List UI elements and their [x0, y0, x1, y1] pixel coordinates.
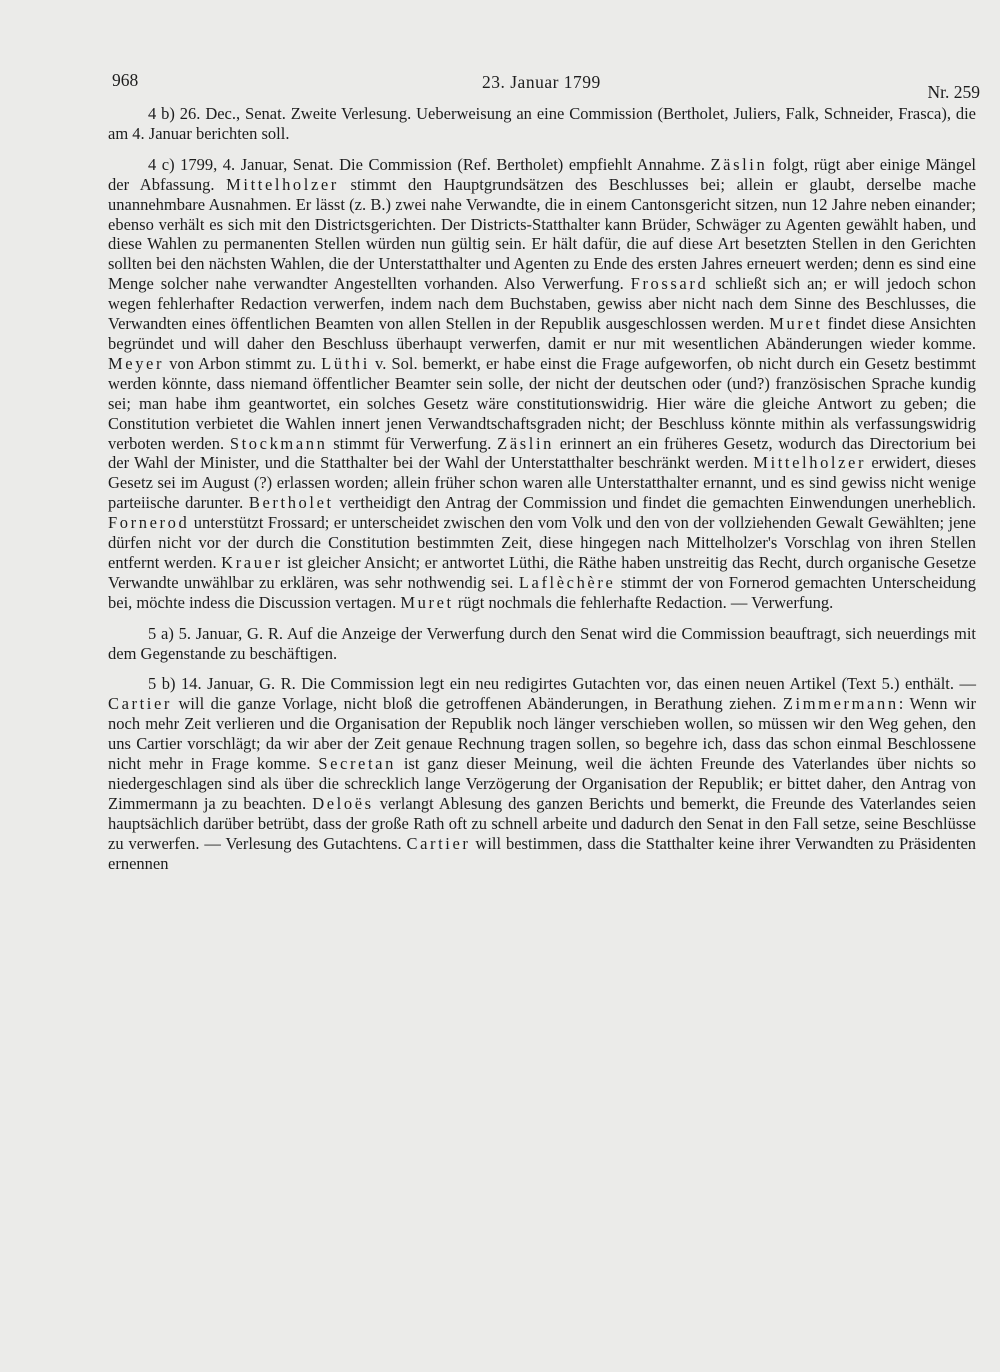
text-run: ist gleicher Ansicht; er antwortet Lüthi, die Räthe haben unstreitig das Recht, durch organische Gesetze Verwandte unwählbar zu erklären, was sehr nothwendig sei. [108, 552, 977, 592]
speaker-name: Fornerod [108, 513, 190, 533]
paragraph-5a [108, 624, 976, 664]
speaker-name: Deloës [312, 793, 374, 813]
speaker-name: Zimmermann [782, 694, 899, 714]
text-run: stimmt für Verwerfung. [333, 433, 492, 453]
text-run: will bestimmen, dass die Statthalter keine ihrer Verwandten zu Präsidenten ernennen [108, 833, 977, 873]
text-run: unterstützt Frossard; er unterscheidet zwischen den vom Volk und den von der vollziehenden Gewalt Gewählten; jene dürfen nicht vor der durch die Constitution bestimmten Zeit, diese hingegen nach Mittelholzer's Vorschlag von ihren Stellen entfernt werden. [108, 513, 977, 572]
speaker-name: Mittelholzer [226, 174, 339, 194]
speaker-name: Muret [400, 592, 454, 612]
speaker-name: Lüthi [321, 353, 370, 373]
header-date: 23. Januar 1799 [482, 72, 601, 92]
text-run: stimmt den Hauptgrundsätzen des Beschlusses bei; allein er glaubt, derselbe mache unannehmbare Ausnahmen. Er lässt (z. B.) zwei nahe Verwandte, die in einem Cantonsgericht sitzen, nun 12 Jahre neben einander; ebenso verhält es sich mit den Districtsgerichten. Der Districts-Statthalter kann Brüder, Schwäger zu Agenten gewählt haben, und diese Wahlen zu permanenten Stellen würden nun gültig sein. Er hält dafür, die auf diese Art besetzten Stellen in den Gerichten sollten bei den nächsten Wahlen, die der Unterstatthalter und Agenten zu Ende des ersten Jahres erneuert werden; denn es sind eine Menge solcher nahe verwandter Angestellten vorhanden. Also Verwerfung. [108, 174, 976, 294]
document-number: Nr. 259 [927, 82, 980, 102]
text-run: 5 a) 5. Januar, G. R. Auf die Anzeige der Verwerfung durch den Senat wird die Commission beauftragt, sich neuerdings mit dem Gegenstande zu beschäftigen. [108, 623, 976, 663]
text-run: vertheidigt den Antrag der Commission und findet die gemachten Einwendungen unerheblich. [339, 493, 977, 513]
text-run: findet diese Ansichten begründet und will daher den Beschluss überhaupt verwerfen, damit er nur mit wesentlichen Abänderungen wieder komme. [108, 314, 976, 353]
speaker-name: Cartier [108, 694, 173, 714]
speaker-name: Krauer [221, 552, 283, 572]
text-run: erwidert, dieses Gesetz sei im August (?) erlassen worden; allein früher schon waren alle Unterstatthalter ernannt, und es sind gewiss nicht wenige parteiische darunter. [108, 453, 977, 513]
text-run: ist ganz dieser Meinung, weil die ächten Freunde des Vaterlandes über nichts so niedergeschlagen sind als über die schrecklich lange Verzögerung der Organisation der Republik; er bittet daher, den Antrag von Zimmermann ja zu beachten. [108, 754, 977, 813]
speaker-name: Bertholet [248, 493, 334, 513]
text-run: stimmt der von Fornerod gemachten Unterscheidung bei, möchte indess die Discussion vertagen. [108, 572, 977, 612]
speaker-name: Cartier [406, 833, 471, 853]
speaker-name: Zäslin [710, 154, 768, 174]
body-text [108, 104, 976, 874]
text-run: erinnert an ein früheres Gesetz, wodurch das Directorium bei der Wahl der Minister, und die Statthalter bei der Wahl der Unterstatthalter beschränkt werden. [108, 433, 977, 473]
text-run: folgt, rügt aber einige Mängel der Abfassung. [108, 154, 977, 194]
running-header [112, 70, 980, 100]
text-run: : Wenn wir noch mehr Zeit verlieren und die Organisation der Republik noch länger verschieben wollen, so müssen wir den Weg gehen, den uns Cartier vorschlägt; da wir aber der Zeit genaue Rechnung tragen sollen, so begehre ich, dass das schon einmal Beschlossene nicht mehr in Frage komme. [108, 694, 977, 774]
speaker-name: Muret [769, 314, 823, 334]
page-number: 968 [112, 70, 139, 90]
text-run: will die ganze Vorlage, nicht bloß die getroffenen Abänderungen, in Berathung ziehen. [178, 694, 777, 714]
text-run: v. Sol. bemerkt, er habe einst die Frage aufgeworfen, ob nicht durch ein Gesetz bestimmt werden könnte, dass niemand öffentlicher Beamter sein solle, der nicht der deutschen oder (und?) französischen Sprache kundig sei; man habe ihm geantwortet, ein solches Gesetz wäre constitutionswidrig. Hier wäre die gleiche Antwort zu geben; die Constitution verbietet die Wahlen innert jenen Verwandtschaftsgraden nicht; der Beschluss könnte mithin als verfassungswidrig verboten werden. [108, 353, 977, 453]
speaker-name: Mittelholzer [753, 453, 867, 473]
speaker-name: Laflèchère [518, 572, 616, 592]
speaker-name: Zäslin [497, 433, 554, 453]
text-run: 4 c) 1799, 4. Januar, Senat. Die Commission (Ref. Bertholet) empfiehlt Annahme. [148, 154, 705, 174]
speaker-name: Meyer [108, 353, 165, 373]
paragraph-5b [108, 674, 976, 873]
text-run: verlangt Ablesung des ganzen Berichts und bemerkt, die Freunde des Vaterlandes seien hauptsächlich darüber betrübt, dass der große Rath oft zu schnell arbeite und dadurch den Senat in den Fall setze, seine Beschlüsse zu verwerfen. — Verlesung des Gutachtens. [108, 793, 977, 853]
speaker-name: Stockmann [229, 433, 328, 453]
paragraph-4c [108, 155, 976, 613]
text-run: schließt sich an; er will jedoch schon wegen fehlerhafter Redaction verwerfen, indem nach dem Buchstaben, gewiss aber nicht nach dem Sinne des Beschlusses, die Verwandten eines öffentlichen Beamten von allen Stellen in der Republik ausgeschlossen werden. [108, 274, 976, 334]
text-run: von Arbon stimmt zu. [169, 353, 317, 373]
text-run: rügt nochmals die fehlerhafte Redaction. — Verwerfung. [457, 592, 834, 612]
paragraph-4b [108, 104, 976, 144]
speaker-name: Frossard [630, 274, 709, 294]
speaker-name: Secretan [318, 754, 396, 774]
text-run: 5 b) 14. Januar, G. R. Die Commission legt ein neu redigirtes Gutachten vor, das einen neuen Artikel (Text 5.) enthält. — [148, 674, 976, 694]
text-run: 4 b) 26. Dec., Senat. Zweite Verlesung. Ueberweisung an eine Commission (Bertholet, Juliers, Falk, Schneider, Frasca), die am 4. Januar berichten soll. [108, 104, 976, 143]
